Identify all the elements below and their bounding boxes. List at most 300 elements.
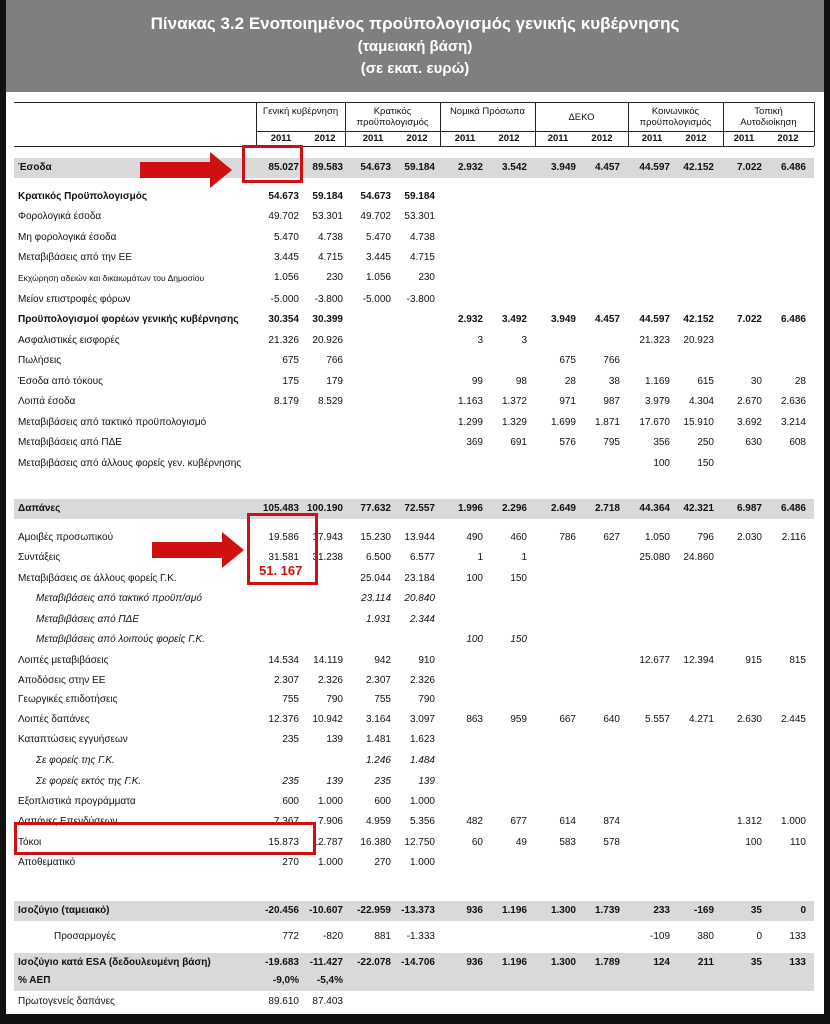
table-cell: 7.022	[736, 314, 762, 325]
table-cell: 2.307	[365, 675, 391, 686]
table-row	[14, 454, 814, 474]
table-cell: 30.354	[268, 314, 299, 325]
table-cell: 460	[510, 532, 527, 543]
table-cell: 1.481	[365, 734, 391, 745]
row-label: Λοιπά έσοδα	[18, 396, 76, 407]
table-cell: 755	[282, 694, 299, 705]
table-cell: 54.673	[268, 191, 299, 202]
table-cell: -10.607	[309, 905, 343, 916]
table-row	[14, 248, 814, 268]
table-cell: 3.492	[501, 314, 527, 325]
table-cell: 1.372	[501, 396, 527, 407]
table-cell: 0	[756, 931, 762, 942]
table-cell: 4.738	[409, 232, 435, 243]
column-year-header: 2011	[362, 133, 384, 144]
row-label: Έσοδα	[18, 162, 52, 173]
table-cell: -820	[322, 931, 343, 942]
table-cell: 615	[697, 376, 714, 387]
row-label: Μεταβιβάσεις από τακτικό προϋπολογισμό	[18, 417, 207, 428]
table-row	[14, 548, 814, 568]
table-cell: 233	[653, 905, 670, 916]
table-cell: 755	[374, 694, 391, 705]
table-cell: 14.534	[268, 655, 299, 666]
table-cell: 28	[564, 376, 576, 387]
row-label: Έσοδα από τόκους	[18, 376, 103, 387]
table-cell: 936	[466, 957, 483, 968]
table-cell: 49.702	[360, 211, 391, 222]
table-cell: 1.169	[644, 376, 670, 387]
table-row	[14, 751, 814, 771]
row-label: Ασφαλιστικές εισφορές	[18, 335, 120, 346]
table-cell: 150	[510, 634, 527, 645]
table-cell: -19.683	[265, 957, 299, 968]
column-year-header: 2012	[314, 133, 336, 144]
row-label: % ΑΕΠ	[18, 975, 51, 986]
table-cell: 23.184	[404, 573, 435, 584]
table-cell: 17.670	[639, 417, 670, 428]
table-cell: 59.184	[404, 191, 435, 202]
header-column-divider	[440, 102, 441, 146]
row-label: Μεταβιβάσεις από ΠΔΕ	[36, 614, 140, 625]
header-column-divider	[256, 102, 257, 146]
table-cell: 2.326	[317, 675, 343, 686]
table-cell: 1.623	[409, 734, 435, 745]
table-cell: 3.949	[550, 314, 576, 325]
table-cell: 915	[745, 655, 762, 666]
table-row	[14, 433, 814, 453]
table-cell: 270	[282, 857, 299, 868]
column-year-header: 2011	[733, 133, 755, 144]
row-label: Λοιπές μεταβιβάσεις	[18, 655, 109, 666]
row-label: Ισοζύγιο (ταμειακό)	[18, 905, 110, 916]
table-cell: 1.000	[317, 857, 343, 868]
table-cell: 2.296	[501, 503, 527, 514]
row-label: Αμοιβές προσωπικού	[18, 532, 114, 543]
table-cell: 235	[282, 776, 299, 787]
table-cell: 98	[515, 376, 527, 387]
table-cell: 369	[466, 437, 483, 448]
table-cell: 21.323	[639, 335, 670, 346]
table-cell: 12.394	[683, 655, 714, 666]
column-year-header: 2012	[777, 133, 799, 144]
table-cell: 7.906	[317, 816, 343, 827]
table-cell: 211	[697, 957, 714, 968]
table-cell: 150	[510, 573, 527, 584]
row-label: Ισοζύγιο κατά ESA (δεδουλευμένη βάση)	[18, 957, 211, 968]
table-cell: -5.000	[362, 294, 391, 305]
table-cell: 44.597	[639, 314, 670, 325]
table-cell: 2.630	[736, 714, 762, 725]
table-cell: 677	[510, 816, 527, 827]
table-cell: 54.673	[360, 191, 391, 202]
table-cell: 863	[466, 714, 483, 725]
table-cell: 42.321	[683, 503, 714, 514]
table-cell: 3	[477, 335, 483, 346]
table-cell: -1.333	[406, 931, 435, 942]
table-cell: 23.114	[361, 593, 391, 604]
bottom-border	[0, 1014, 830, 1024]
table-cell: 971	[559, 396, 576, 407]
table-cell: 5.470	[365, 232, 391, 243]
table-cell: 59.184	[404, 162, 435, 173]
table-cell: 31.238	[312, 552, 343, 563]
table-row	[14, 710, 814, 730]
table-cell: 490	[466, 532, 483, 543]
table-cell: 4.457	[594, 314, 620, 325]
table-cell: 2.307	[273, 675, 299, 686]
column-year-header: 2012	[591, 133, 613, 144]
table-cell: 13.944	[404, 532, 435, 543]
table-cell: 100	[466, 634, 483, 645]
table-cell: 2.445	[780, 714, 806, 725]
table-cell: 139	[418, 776, 435, 787]
table-cell: -169	[693, 905, 714, 916]
red-arrow-icon	[152, 530, 244, 570]
table-cell: 133	[789, 931, 806, 942]
table-cell: 2.030	[736, 532, 762, 543]
table-cell: -22.078	[357, 957, 391, 968]
table-cell: 1.329	[501, 417, 527, 428]
table-cell: 5.356	[409, 816, 435, 827]
table-row	[14, 331, 814, 351]
table-cell: 4.457	[594, 162, 620, 173]
table-cell: 44.597	[639, 162, 670, 173]
table-cell: 3.214	[780, 417, 806, 428]
table-cell: 1.299	[457, 417, 483, 428]
row-label: Καταπτώσεις εγγυήσεων	[18, 734, 128, 745]
table-cell: 667	[559, 714, 576, 725]
table-title: Πίνακας 3.2 Ενοποιημένος προϋπολογισμός γενικής κυβέρνησης	[150, 14, 680, 33]
table-cell: 790	[326, 694, 343, 705]
table-cell: 356	[653, 437, 670, 448]
table-row	[14, 730, 814, 750]
table-cell: 2.718	[594, 503, 620, 514]
table-cell: 12.787	[312, 837, 343, 848]
table-cell: 3.445	[365, 252, 391, 263]
table-cell: 786	[559, 532, 576, 543]
table-cell: 6.500	[365, 552, 391, 563]
table-cell: 1.789	[594, 957, 620, 968]
row-label: Προϋπολογισμοί φορέων γενικής κυβέρνησης	[18, 314, 239, 325]
row-label: Μεταβιβάσεις σε άλλους φορείς Γ.Κ.	[18, 573, 177, 584]
table-cell: -11.427	[309, 957, 343, 968]
table-cell: 175	[282, 376, 299, 387]
table-row	[14, 351, 814, 371]
table-row	[14, 413, 814, 433]
row-label: Μη φορολογικά έσοδα	[18, 232, 117, 243]
table-cell: 627	[603, 532, 620, 543]
row-label: Μείον επιστροφές φόρων	[18, 294, 131, 305]
table-row	[14, 187, 814, 207]
table-cell: 1.312	[736, 816, 762, 827]
table-cell: 691	[510, 437, 527, 448]
table-cell: 3	[521, 335, 527, 346]
table-cell: 4.738	[317, 232, 343, 243]
table-cell: 4.715	[409, 252, 435, 263]
table-cell: 3.445	[273, 252, 299, 263]
right-border	[824, 0, 830, 1024]
table-cell: 3.979	[644, 396, 670, 407]
table-cell: 100	[745, 837, 762, 848]
table-cell: 72.557	[404, 503, 435, 514]
column-year-header: 2011	[454, 133, 476, 144]
table-cell: 3.164	[365, 714, 391, 725]
table-cell: 31.581	[268, 552, 299, 563]
table-cell: 7.367	[273, 816, 299, 827]
table-cell: 53.301	[312, 211, 343, 222]
header-rule	[14, 102, 814, 103]
table-cell: 15.873	[268, 837, 299, 848]
table-row	[14, 569, 814, 589]
table-cell: 12.750	[404, 837, 435, 848]
table-cell: 1.056	[365, 272, 391, 283]
header-column-divider	[345, 102, 346, 146]
table-row	[14, 971, 814, 991]
table-row	[14, 290, 814, 310]
table-cell: 38	[608, 376, 620, 387]
table-cell: 2.649	[550, 503, 576, 514]
table-cell: 270	[374, 857, 391, 868]
table-row	[14, 671, 814, 691]
table-cell: 5.557	[644, 714, 670, 725]
table-cell: 139	[326, 734, 343, 745]
row-label: Γεωργικές επιδοτήσεις	[18, 694, 118, 705]
table-cell: 12.677	[639, 655, 670, 666]
table-cell: 133	[789, 957, 806, 968]
table-cell: -3.800	[314, 294, 343, 305]
row-label: Μεταβιβάσεις από άλλους φορείς γεν. κυβέρνησης	[18, 458, 242, 469]
table-cell: 576	[559, 437, 576, 448]
table-cell: 6.486	[780, 503, 806, 514]
table-cell: 1.484	[409, 755, 435, 766]
row-label: Πρωτογενείς δαπάνες	[18, 996, 115, 1007]
table-cell: 772	[282, 931, 299, 942]
table-row	[14, 372, 814, 392]
table-cell: 7.022	[736, 162, 762, 173]
table-row	[14, 853, 814, 873]
table-row	[14, 901, 814, 921]
table-cell: 250	[697, 437, 714, 448]
table-cell: 583	[559, 837, 576, 848]
table-cell: -13.373	[401, 905, 435, 916]
table-cell: 6.486	[780, 314, 806, 325]
table-cell: 28	[794, 376, 806, 387]
table-title-banner	[6, 0, 824, 92]
table-cell: 100	[466, 573, 483, 584]
table-cell: 100	[653, 458, 670, 469]
table-cell: 1	[477, 552, 483, 563]
row-label: Μεταβιβάσεις από την ΕΕ	[18, 252, 132, 263]
table-cell: 8.179	[273, 396, 299, 407]
table-cell: 910	[418, 655, 435, 666]
table-cell: 1.996	[457, 503, 483, 514]
table-cell: 4.959	[365, 816, 391, 827]
table-cell: 20.840	[404, 593, 435, 604]
table-cell: -14.706	[401, 957, 435, 968]
header-column-divider	[535, 102, 536, 146]
table-cell: 179	[326, 376, 343, 387]
table-cell: 578	[603, 837, 620, 848]
table-cell: 35	[750, 957, 762, 968]
table-cell: 8.529	[317, 396, 343, 407]
table-cell: 139	[326, 776, 343, 787]
row-label: Αποθεματικό	[18, 857, 76, 868]
table-cell: 230	[326, 272, 343, 283]
table-cell: 49	[515, 837, 527, 848]
table-cell: 482	[466, 816, 483, 827]
table-cell: 12.376	[268, 714, 299, 725]
table-cell: 874	[603, 816, 620, 827]
row-label: Εξοπλιστικά προγράμματα	[18, 796, 136, 807]
sum-annotation: 51. 167	[259, 563, 303, 578]
table-cell: -3.800	[406, 294, 435, 305]
table-cell: 3.949	[550, 162, 576, 173]
table-cell: 110	[790, 837, 806, 848]
row-label: Σε φορείς εκτός της Γ.Κ.	[36, 776, 142, 787]
table-cell: 14.119	[313, 655, 343, 666]
column-group-header: ΔΕΚΟ	[568, 112, 595, 123]
table-cell: 124	[653, 957, 670, 968]
table-cell: 1.196	[501, 957, 527, 968]
column-group-header: Νομικά Πρόσωπα	[449, 106, 526, 117]
column-year-header: 2011	[270, 133, 292, 144]
table-cell: 630	[745, 437, 762, 448]
table-cell: -22.959	[357, 905, 391, 916]
column-group-header: Γενική κυβέρνηση	[262, 106, 339, 117]
column-group-header: Τοπική Αυτοδιοίκηση	[740, 106, 797, 128]
table-cell: 3.692	[736, 417, 762, 428]
table-cell: 1.871	[594, 417, 620, 428]
table-cell: 25.044	[360, 573, 391, 584]
row-label: Φορολογικά έσοδα	[18, 211, 102, 222]
table-cell: 19.586	[268, 532, 299, 543]
table-row	[14, 207, 814, 227]
table-cell: 30.399	[312, 314, 343, 325]
row-label: Λοιπές δαπάνες	[18, 714, 90, 725]
table-cell: 35	[750, 905, 762, 916]
table-row	[14, 268, 814, 288]
table-cell: 790	[418, 694, 435, 705]
table-cell: 105.483	[262, 503, 299, 514]
table-cell: 881	[374, 931, 391, 942]
table-cell: -9,0%	[272, 975, 299, 986]
table-cell: 1.739	[594, 905, 620, 916]
table-cell: 15.230	[360, 532, 391, 543]
table-row	[14, 228, 814, 248]
table-cell: 600	[374, 796, 391, 807]
table-subtitle-basis: (ταμειακή βάση)	[357, 38, 473, 55]
table-cell: 1.050	[644, 532, 670, 543]
column-year-header: 2012	[406, 133, 428, 144]
table-cell: 4.715	[317, 252, 343, 263]
row-label: Μεταβιβάσεις από τακτικό προϋπ/σμό	[36, 593, 202, 604]
table-cell: 795	[603, 437, 620, 448]
table-cell: 44.364	[639, 503, 670, 514]
header-rule	[14, 146, 814, 147]
table-cell: 3.542	[501, 162, 527, 173]
table-cell: 24.860	[683, 552, 714, 563]
table-cell: -5,4%	[316, 975, 343, 986]
table-cell: 1.056	[273, 272, 299, 283]
table-cell: 2.344	[409, 614, 435, 625]
table-cell: 936	[466, 905, 483, 916]
table-cell: -20.456	[265, 905, 299, 916]
table-cell: 150	[697, 458, 714, 469]
table-row	[14, 953, 814, 973]
table-cell: 2.670	[736, 396, 762, 407]
table-cell: 1.163	[457, 396, 483, 407]
table-cell: 6.486	[780, 162, 806, 173]
table-row	[14, 992, 814, 1012]
table-cell: 87.403	[312, 996, 343, 1007]
row-label: Μεταβιβάσεις από λοιπούς φορείς Γ.Κ.	[36, 634, 205, 645]
table-cell: 20.923	[683, 335, 714, 346]
table-cell: 380	[697, 931, 714, 942]
table-cell: 235	[374, 776, 391, 787]
row-label: Τόκοι	[18, 837, 42, 848]
table-row	[14, 528, 814, 548]
table-cell: 89.583	[312, 162, 343, 173]
table-cell: 2.932	[457, 162, 483, 173]
table-cell: 1.000	[409, 796, 435, 807]
table-cell: 235	[282, 734, 299, 745]
table-row	[14, 690, 814, 710]
table-cell: 60	[471, 837, 483, 848]
table-cell: 15.910	[683, 417, 714, 428]
table-row	[14, 792, 814, 812]
table-row	[14, 630, 814, 650]
table-cell: 1.196	[501, 905, 527, 916]
table-cell: 42.152	[683, 314, 714, 325]
column-year-header: 2011	[641, 133, 663, 144]
table-cell: 2.932	[457, 314, 483, 325]
table-cell: 1.699	[550, 417, 576, 428]
table-cell: 608	[789, 437, 806, 448]
table-cell: 1.000	[317, 796, 343, 807]
header-column-divider	[814, 102, 815, 146]
table-cell: 99	[471, 376, 483, 387]
table-cell: 20.926	[312, 335, 343, 346]
table-cell: 766	[326, 355, 343, 366]
table-subtitle-units: (σε εκατ. ευρώ)	[360, 60, 470, 77]
table-cell: 53.301	[404, 211, 435, 222]
row-label: Δαπάνες	[18, 503, 61, 514]
table-cell: 1.000	[780, 816, 806, 827]
table-cell: 4.304	[688, 396, 714, 407]
red-arrow-icon	[140, 150, 232, 190]
table-row	[14, 158, 814, 178]
table-cell: 815	[789, 655, 806, 666]
table-cell: 25.080	[639, 552, 670, 563]
table-cell: 1.300	[550, 957, 576, 968]
table-cell: 1.931	[365, 614, 391, 625]
table-cell: 89.610	[268, 996, 299, 1007]
table-cell: 959	[510, 714, 527, 725]
row-label: Μεταβιβάσεις από ΠΔΕ	[18, 437, 122, 448]
column-group-header: Κρατικός προϋπολογισμός	[356, 106, 429, 128]
table-cell: 5.470	[273, 232, 299, 243]
table-cell: 17.943	[312, 532, 343, 543]
table-cell: 1	[521, 552, 527, 563]
table-cell: 85.027	[268, 162, 299, 173]
table-cell: 49.702	[268, 211, 299, 222]
table-row	[14, 651, 814, 671]
row-label: Αποδόσεις στην ΕΕ	[18, 675, 106, 686]
table-cell: 59.184	[312, 191, 343, 202]
table-cell: 640	[603, 714, 620, 725]
table-cell: 614	[559, 816, 576, 827]
table-cell: 3.097	[409, 714, 435, 725]
